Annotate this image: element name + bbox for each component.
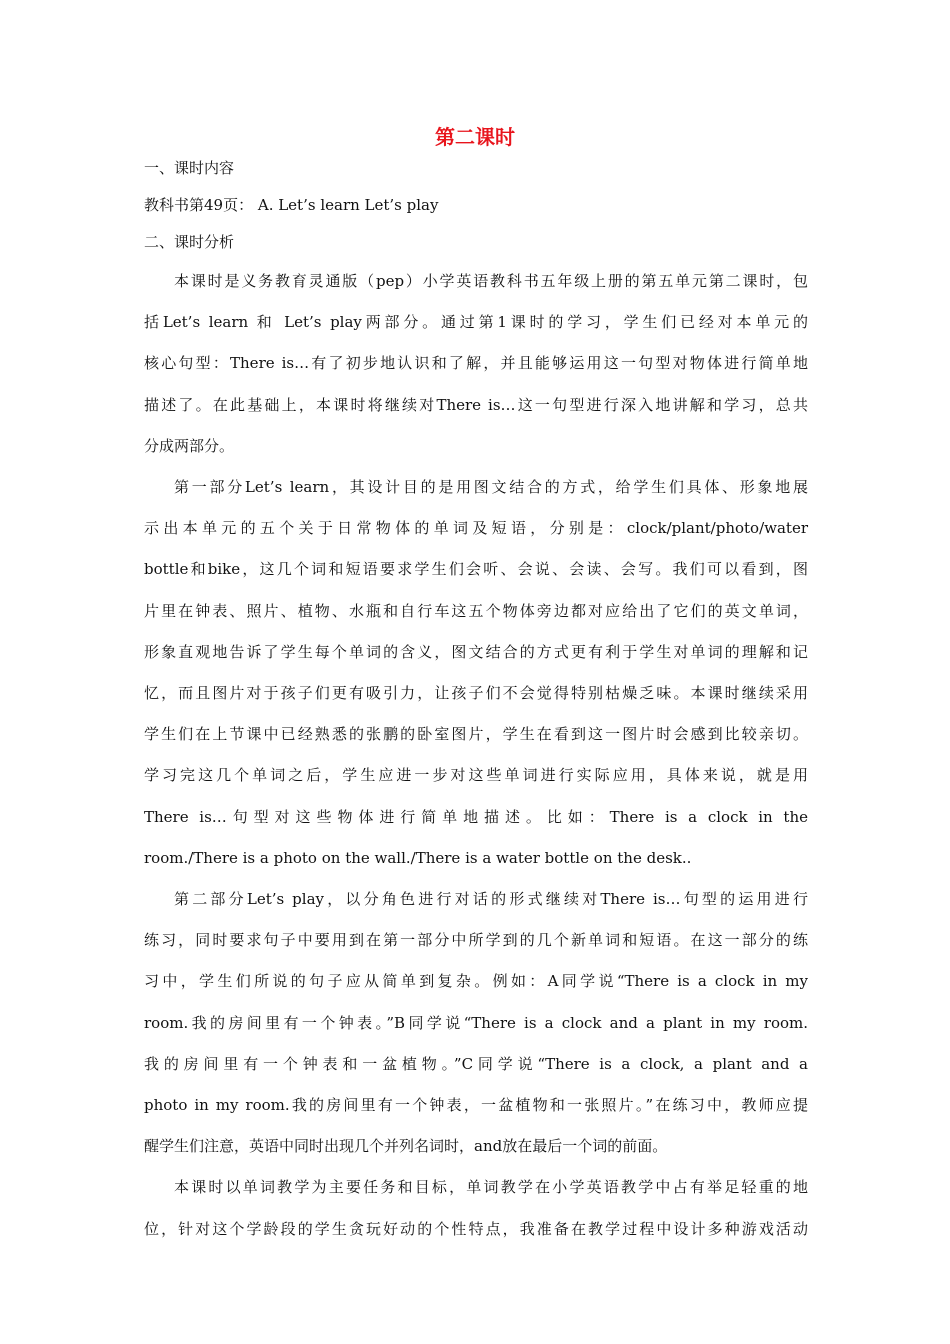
text-line: 本课时以单词教学为主要任务和目标，单词教学在小学英语教学中占有举足轻重的地 xyxy=(174,1178,808,1197)
text-line: 形象直观地告诉了学生每个单词的含义，图文结合的方式更有利于学生对单词的理解和记 xyxy=(144,642,808,661)
text-line: room.我的房间里有一个钟表。”B同学说“There is a clock and a plant in my room. xyxy=(144,1013,808,1032)
paragraph-teaching-focus xyxy=(144,1167,808,1249)
text-line: 片里在钟表、照片、植物、水瓶和自行车这五个物体旁边都对应给出了它们的英文单词， xyxy=(144,601,808,620)
document-body xyxy=(144,150,808,1250)
text-line: 本课时是义务教育灵通版（pep）小学英语教科书五年级上册的第五单元第二课时，包 xyxy=(174,272,808,290)
text-line: 第一部分Let’s learn，其设计目的是用图文结合的方式，给学生们具体、形象地展 xyxy=(174,478,808,497)
text-line: 括Let’s learn 和 Let’s play两部分。通过第1课时的学习，学生们已经对本单元的 xyxy=(144,313,808,332)
text-line: 示出本单元的五个关于日常物体的单词及短语，分别是：clock/plant/photo/water xyxy=(144,519,808,538)
paragraph-lets-play xyxy=(144,879,808,1167)
text-line: 第二部分Let’s play，以分角色进行对话的形式继续对There is…句型的运用进行 xyxy=(174,890,808,909)
text-line: 学生们在上节课中已经熟悉的张鹏的卧室图片，学生在看到这一图片时会感到比较亲切。 xyxy=(144,725,808,744)
textbook-reference: 教科书第49页： A. Let’s learn Let’s play xyxy=(144,196,439,214)
section-heading-content: 一、课时内容 xyxy=(144,159,235,177)
text-line: 描述了。在此基础上，本课时将继续对There is…这一句型进行深入地讲解和学习，总共 xyxy=(144,395,808,414)
text-line: 核心句型：There is…有了初步地认识和了解，并且能够运用这一句型对物体进行简单地 xyxy=(144,354,808,373)
text-line: 我的房间里有一个钟表和一盆植物。”C同学说“There is a clock, a plant and a xyxy=(144,1054,808,1073)
page-title: 第二课时 xyxy=(435,125,515,149)
text-line: 醒学生们注意，英语中同时出现几个并列名词时，and放在最后一个词的前面。 xyxy=(144,1137,668,1156)
text-line: photo in my room.我的房间里有一个钟表，一盆植物和一张照片。”在练习中，教师应提 xyxy=(144,1096,808,1115)
text-line: 忆，而且图片对于孩子们更有吸引力，让孩子们不会觉得特别枯燥乏味。本课时继续采用 xyxy=(144,684,808,703)
text-line: room./There is a photo on the wall./There is a water bottle on the desk.. xyxy=(144,848,692,867)
text-line: 位，针对这个学龄段的学生贪玩好动的个性特点，我准备在教学过程中设计多种游戏活动 xyxy=(144,1219,808,1238)
section-heading-analysis: 二、课时分析 xyxy=(144,233,235,251)
text-line: bottle和bike，这几个词和短语要求学生们会听、会说、会读、会写。我们可以看到，图 xyxy=(144,560,808,579)
text-line: There is…句型对这些物体进行简单地描述。比如：There is a clock in the xyxy=(144,807,808,826)
text-line: 习中，学生们所说的句子应从简单到复杂。例如：A同学说“There is a clock in my xyxy=(144,972,808,991)
paragraph-lets-learn xyxy=(144,467,808,879)
text-line: 练习，同时要求句子中要用到在第一部分中所学到的几个新单词和短语。在这一部分的练 xyxy=(144,931,808,950)
paragraph-overview xyxy=(144,261,808,467)
text-line: 分成两部分。 xyxy=(144,436,235,455)
text-line: 学习完这几个单词之后，学生应进一步对这些单词进行实际应用，具体来说，就是用 xyxy=(144,766,808,785)
